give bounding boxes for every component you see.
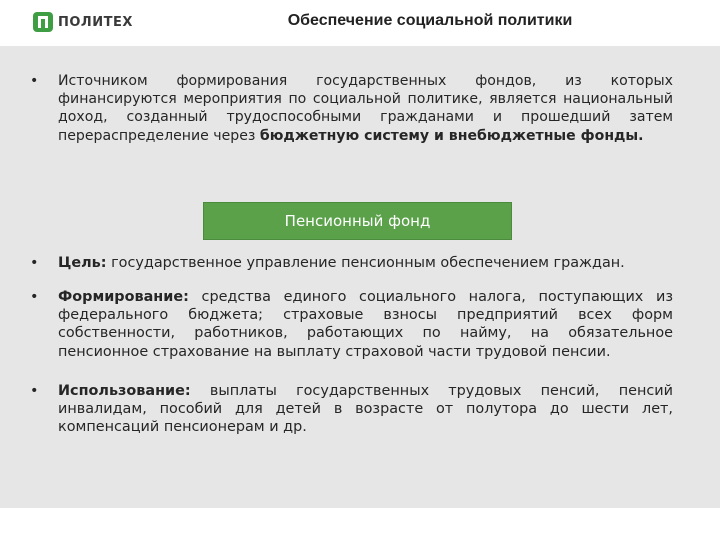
intro-bullet (30, 72, 673, 145)
politech-logo (33, 10, 133, 34)
slide-content (0, 46, 720, 508)
goal-bullet (30, 254, 673, 272)
usage-bullet (30, 382, 673, 437)
bullet-dot: • (30, 383, 39, 399)
goal-text (58, 254, 673, 272)
formation-text (58, 288, 673, 361)
logo-text: ПОЛИТЕХ (58, 14, 133, 30)
goal-desc: государственное управление пенсионным обеспечением граждан. (106, 255, 625, 271)
usage-desc: выплаты государственных трудовых пенсий, пенсий инвалидам, пособий для детей в возрасте от полутора до шести лет, компенсаций пенсионерам и др. (58, 383, 673, 436)
intro-text-main: Источником формирования государственных фондов, из которых финансируются мероприятия по социальной политике, является национальный доход, созданный трудоспособными гражданами и прошедший затем перераспределение через (58, 73, 673, 144)
goal-term: Цель: (58, 255, 107, 271)
pension-fund-box: Пенсионный фонд (203, 202, 512, 240)
slide-header (0, 0, 720, 46)
formation-term: Формирование: (58, 289, 189, 305)
usage-text (58, 382, 673, 437)
usage-term: Использование: (58, 383, 191, 399)
intro-text (58, 72, 673, 145)
bullet-dot: • (30, 255, 39, 271)
bullet-dot: • (30, 289, 39, 305)
bullet-dot: • (30, 73, 39, 89)
politech-logo-icon (33, 12, 53, 32)
formation-bullet (30, 288, 673, 361)
formation-desc: средства единого социального налога, поступающих из федерального бюджета; страховые взносы предприятий всех форм собственности, работников, работающих по найму, на обязательное пенсионное страхование на выплату страховой части трудовой пенсии. (58, 289, 673, 360)
slide-title: Обеспечение социальной политики (287, 12, 573, 29)
intro-text-bold: бюджетную систему и внебюджетные фонды. (259, 127, 644, 144)
